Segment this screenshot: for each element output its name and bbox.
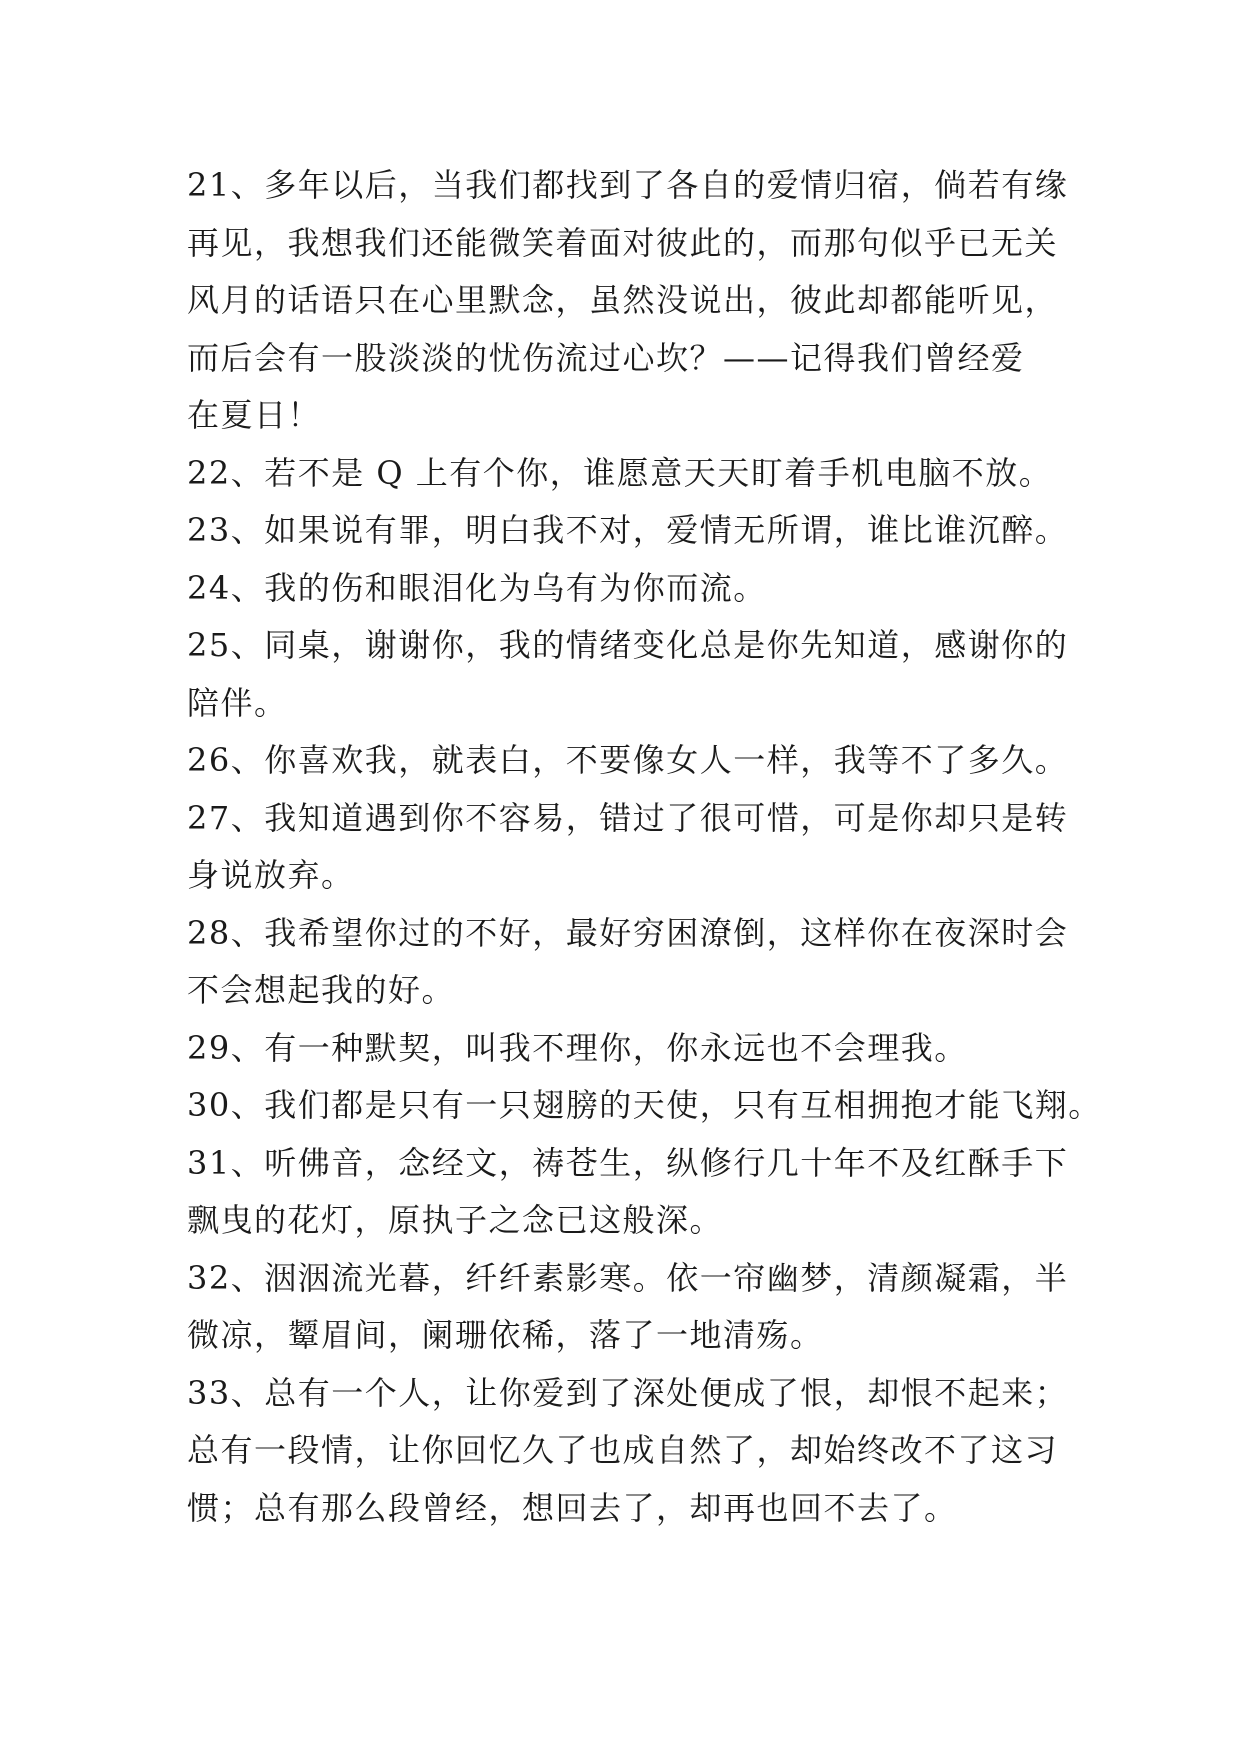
paragraph-29 xyxy=(187,1020,1067,1078)
text-line: 29、有一种默契，叫我不理你，你永远也不会理我。 xyxy=(187,1028,968,1067)
paragraph-31 xyxy=(187,1135,1067,1250)
text-line: 身说放弃。 xyxy=(187,856,355,894)
text-line: 飘曳的花灯，原执子之念已这般深。 xyxy=(187,1201,724,1239)
text-line: 而后会有一股淡淡的忧伤流过心坎？——记得我们曾经爱 xyxy=(187,338,1025,377)
paragraph-26 xyxy=(187,732,1067,790)
paragraph-32 xyxy=(187,1250,1067,1365)
text-line: 惯；总有那么段曾经，想回去了，却再也回不去了。 xyxy=(187,1488,958,1527)
paragraph-22 xyxy=(187,445,1067,503)
paragraph-28 xyxy=(187,905,1067,1020)
paragraph-33 xyxy=(187,1365,1067,1538)
text-line: 21、多年以后，当我们都找到了各自的爱情归宿，倘若有缘 xyxy=(187,166,1069,204)
text-line: 32、洇洇流光暮，纤纤素影寒。依一帘幽梦，清颜凝霜，半 xyxy=(187,1258,1069,1297)
text-line: 33、总有一个人，让你爱到了深处便成了恨，却恨不起来； xyxy=(187,1373,1069,1412)
text-line: 陪伴。 xyxy=(187,683,288,722)
text-line: 微凉，颦眉间，阑珊依稀，落了一地清殇。 xyxy=(187,1316,824,1354)
paragraph-25 xyxy=(187,617,1067,732)
paragraph-21 xyxy=(187,157,1067,445)
text-line: 28、我希望你过的不好，最好穷困潦倒，这样你在夜深时会 xyxy=(187,913,1069,952)
paragraph-24 xyxy=(187,560,1067,618)
text-line: 总有一段情，让你回忆久了也成自然了，却始终改不了这习 xyxy=(187,1431,1059,1469)
document-body xyxy=(187,157,1102,1537)
text-line: 23、如果说有罪，明白我不对，爱情无所谓，谁比谁沉醉。 xyxy=(187,511,1069,549)
paragraph-30 xyxy=(187,1077,1102,1135)
text-line: 在夏日！ xyxy=(187,396,322,434)
text-line: 24、我的伤和眼泪化为乌有为你而流。 xyxy=(187,568,767,607)
text-line: 不会想起我的好。 xyxy=(187,971,456,1009)
text-line: 26、你喜欢我，就表白，不要像女人一样，我等不了多久。 xyxy=(187,741,1069,779)
text-line: 再见，我想我们还能微笑着面对彼此的，而那句似乎已无关 xyxy=(187,223,1059,262)
text-line: 31、听佛音，念经文，祷苍生，纵修行几十年不及红酥手下 xyxy=(187,1143,1069,1182)
paragraph-27 xyxy=(187,790,1067,905)
text-line: 25、同桌，谢谢你，我的情绪变化总是你先知道，感谢你的 xyxy=(187,626,1069,664)
text-line: 22、若不是 Q 上有个你，谁愿意天天盯着手机电脑不放。 xyxy=(187,453,1053,492)
text-line: 30、我们都是只有一只翅膀的天使，只有互相拥抱才能飞翔。 xyxy=(187,1086,1102,1124)
text-line: 风月的话语只在心里默念，虽然没说出，彼此却都能听见， xyxy=(187,281,1059,319)
text-line: 27、我知道遇到你不容易，错过了很可惜，可是你却只是转 xyxy=(187,798,1069,837)
paragraph-23 xyxy=(187,502,1067,560)
